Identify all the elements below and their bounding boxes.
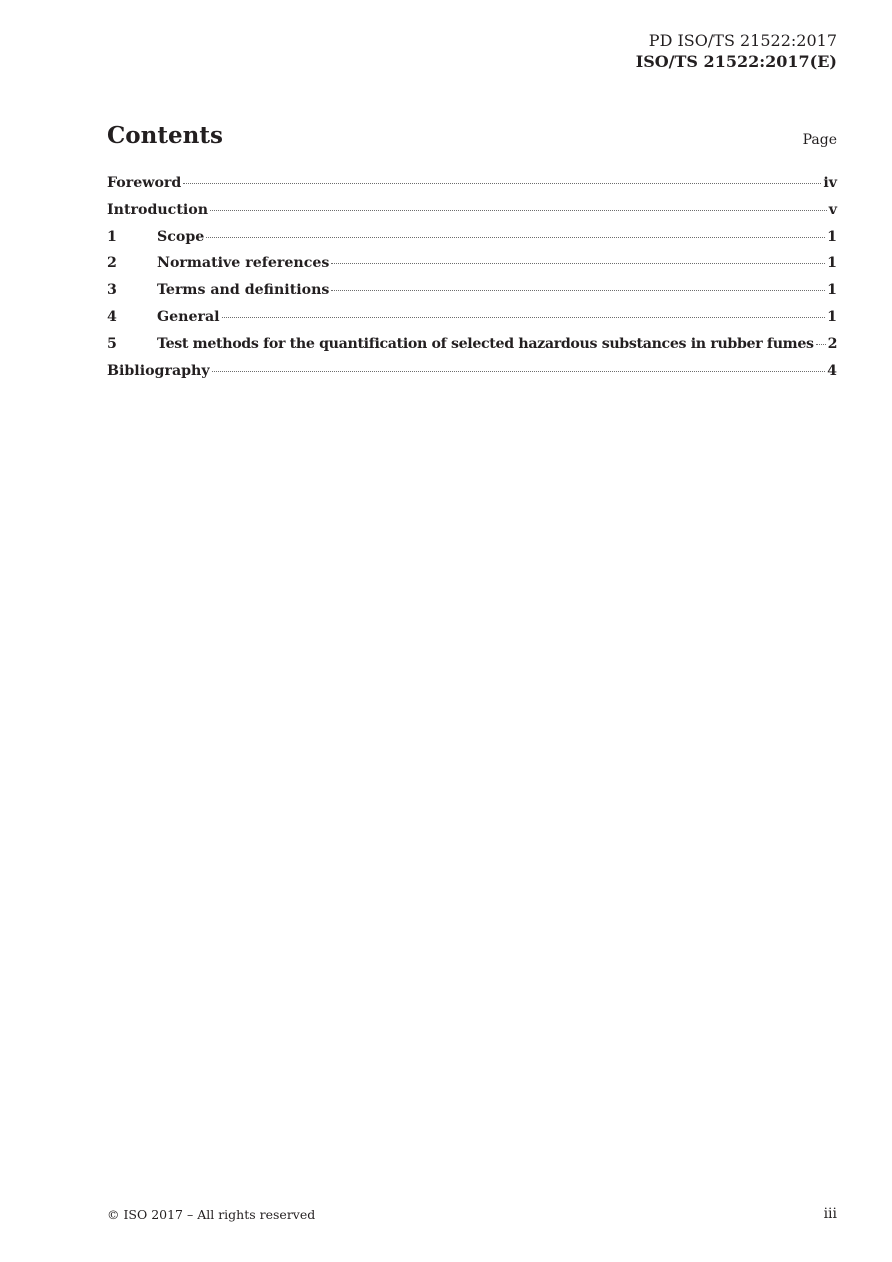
toc-entry-general[interactable] xyxy=(107,309,837,336)
toc-entry-number: 4 xyxy=(107,308,117,325)
toc-entry-title: Foreword xyxy=(107,175,182,191)
toc-entry-page: 1 xyxy=(827,228,837,245)
dot-leader xyxy=(331,290,825,291)
dot-leader xyxy=(210,210,827,211)
toc-entry-number: 2 xyxy=(107,255,117,272)
page-column-label: Page xyxy=(802,132,837,148)
dot-leader xyxy=(222,317,826,318)
toc-entry-title: General xyxy=(157,308,220,325)
toc-entry-title: Introduction xyxy=(107,201,209,218)
toc-entry-title: Terms and definitions xyxy=(157,282,330,299)
toc-entry-page: iv xyxy=(823,175,837,191)
toc-entry-title: Test methods for the quantification of selected hazardous substances in rubber fumes xyxy=(157,335,814,352)
toc-entry-number: 1 xyxy=(107,228,117,245)
toc-entry-introduction[interactable] xyxy=(107,202,837,229)
document-header xyxy=(636,30,837,72)
toc-entry-foreword[interactable] xyxy=(107,175,837,202)
table-of-contents xyxy=(107,175,837,389)
contents-title: Contents xyxy=(107,122,223,149)
document-id-edition: ISO/TS 21522:2017(E) xyxy=(635,52,837,71)
toc-entry-title: Scope xyxy=(157,228,205,245)
toc-entry-page: 2 xyxy=(827,335,838,352)
copyright-notice: © ISO 2017 – All rights reserved xyxy=(107,1207,316,1222)
toc-entry-bibliography[interactable] xyxy=(107,363,837,390)
document-id: PD ISO/TS 21522:2017 xyxy=(648,31,837,50)
toc-entry-page: 1 xyxy=(827,282,837,299)
dot-leader xyxy=(212,371,826,372)
toc-entry-number: 5 xyxy=(107,335,117,352)
toc-entry-title: Bibliography xyxy=(107,362,210,379)
page-number: iii xyxy=(823,1206,837,1222)
toc-entry-number: 3 xyxy=(107,282,117,299)
toc-entry-page: 1 xyxy=(827,255,837,272)
toc-entry-page: v xyxy=(828,201,837,218)
toc-entry-normative-references[interactable] xyxy=(107,255,837,282)
toc-entry-page: 4 xyxy=(827,362,837,379)
dot-leader xyxy=(183,183,821,184)
toc-entry-terms-and-definitions[interactable] xyxy=(107,282,837,309)
toc-entry-page: 1 xyxy=(827,308,837,325)
dot-leader xyxy=(206,237,825,238)
dot-leader xyxy=(816,344,826,345)
toc-entry-scope[interactable] xyxy=(107,229,837,256)
toc-entry-test-methods[interactable] xyxy=(107,336,837,363)
dot-leader xyxy=(331,263,825,264)
toc-entry-title: Normative references xyxy=(157,255,330,272)
